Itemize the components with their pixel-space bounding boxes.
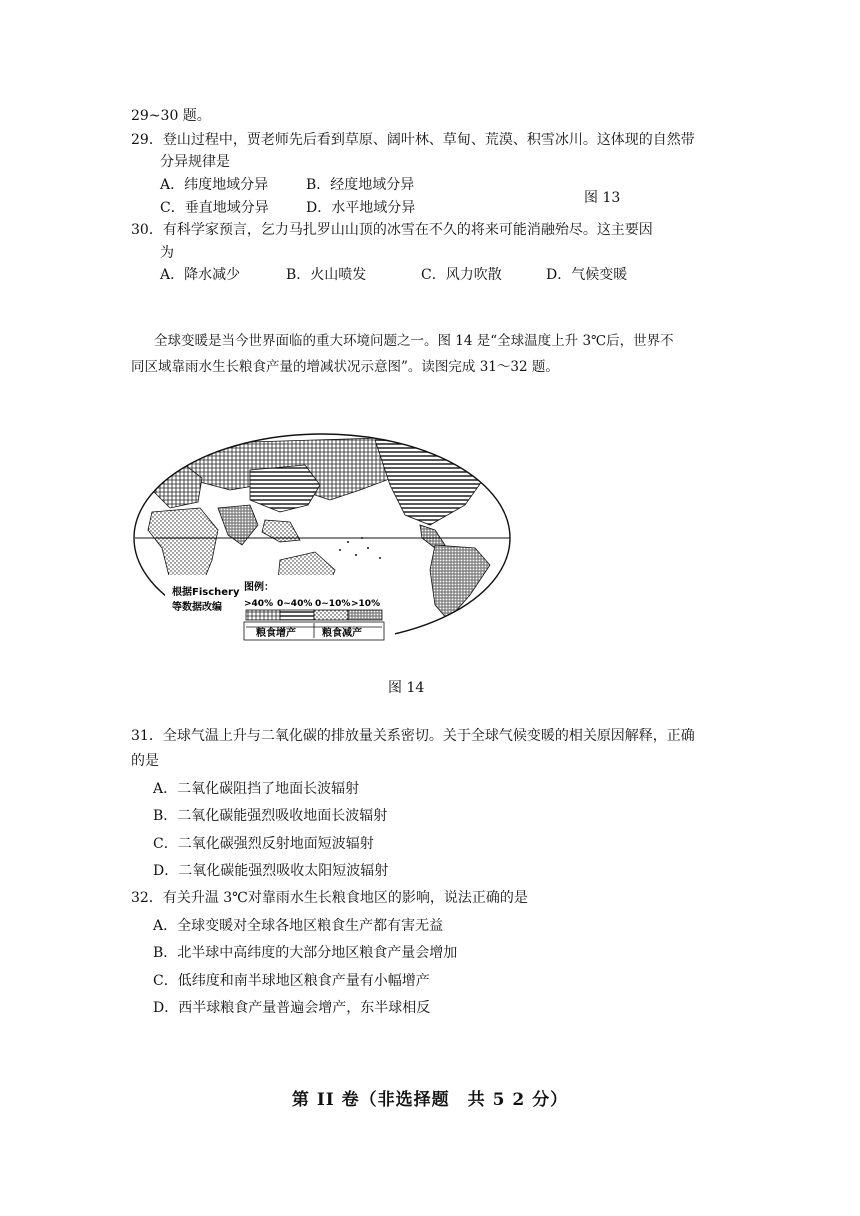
q29-stem-line1: 29．登山过程中，贾老师先后看到草原、阔叶林、草甸、荒漠、积雪冰川。这体现的自然带 [131, 132, 695, 148]
q29-stem-line2: 分异规律是 [160, 154, 230, 170]
q31-stem-line1: 31．全球气温上升与二氧化碳的排放量关系密切。关于全球气候变暖的相关原因解释，正确 [131, 728, 695, 744]
map-source-line1: 根据Fischery [172, 587, 240, 598]
region-central-america [420, 525, 445, 548]
pacific-islands [339, 537, 381, 559]
q32-option-b: B．北半球中高纬度的大部分地区粮食产量会增加 [153, 945, 458, 961]
legend-item-2: 0~40% [277, 599, 313, 609]
q30-option-a: A．降水减少 [160, 267, 241, 283]
legend-item-3: 0~10% [315, 599, 351, 609]
q31-option-a: A．二氧化碳阻挡了地面长波辐射 [153, 781, 360, 797]
passage-line1: 全球变暖是当今世界面临的重大环境问题之一。图 14 是“全球温度上升 3℃后，世界不 [154, 333, 674, 349]
region-se-asia [262, 520, 300, 542]
q29-option-b: B．经度地域分异 [306, 177, 415, 193]
region-north-america [375, 440, 490, 525]
world-map-figure [130, 430, 515, 645]
intro-text: 29~30 题。 [131, 108, 211, 124]
q29-option-a: A．纬度地域分异 [160, 177, 269, 193]
legend-increase-label: 粮食增产 [256, 628, 296, 639]
q32-option-c: C．低纬度和南半球地区粮食产量有小幅增产 [153, 973, 430, 989]
q30-stem-line1: 30．有科学家预言，乞力马扎罗山山顶的冰雪在不久的将来可能消融殆尽。这主要因 [131, 222, 653, 238]
q32-stem: 32．有关升温 3℃对靠雨水生长粮食地区的影响，说法正确的是 [131, 890, 528, 906]
q32-option-d: D．西半球粮食产量普遍会增产，东半球相反 [153, 1000, 431, 1016]
q31-stem-line2: 的是 [131, 753, 159, 769]
q30-option-b: B．火山喷发 [286, 267, 367, 283]
figure-14-label: 图 14 [388, 680, 425, 696]
q29-option-c: C．垂直地域分异 [160, 200, 269, 216]
q31-option-d: D．二氧化碳能强烈吸收太阳短波辐射 [153, 863, 389, 879]
world-map [130, 430, 515, 645]
q30-option-d: D．气候变暖 [546, 267, 628, 283]
legend-swatch-3 [314, 610, 348, 620]
q30-option-c: C．风力吹散 [421, 267, 502, 283]
q32-option-a: A．全球变暖对全球各地区粮食生产都有害无益 [153, 918, 444, 934]
map-source-line2: 等数据改编 [172, 602, 222, 613]
legend-title: 图例： [244, 582, 274, 593]
legend-item-1: >40% [244, 599, 274, 609]
q30-stem-line2: 为 [160, 245, 174, 261]
legend-swatch-4 [348, 610, 382, 620]
region-east-asia [250, 465, 320, 512]
legend-item-4: >10% [351, 599, 381, 609]
passage-line2: 同区域靠雨水生长粮食产量的增减状况示意图”。读图完成 31～32 题。 [131, 359, 559, 375]
region-south-asia [218, 505, 258, 545]
figure-13-label: 图 13 [584, 190, 621, 206]
q31-option-b: B．二氧化碳能强烈吸收地面长波辐射 [153, 808, 388, 824]
legend-swatch-1 [246, 610, 280, 620]
q31-option-c: C．二氧化碳强烈反射地面短波辐射 [153, 836, 374, 852]
legend-decrease-label: 粮食减产 [322, 628, 362, 639]
q29-option-d: D．水平地域分异 [306, 200, 416, 216]
legend-swatch-2 [280, 610, 314, 620]
section-title: 第 II 卷（非选择题 共 5 2 分） [291, 1090, 569, 1110]
